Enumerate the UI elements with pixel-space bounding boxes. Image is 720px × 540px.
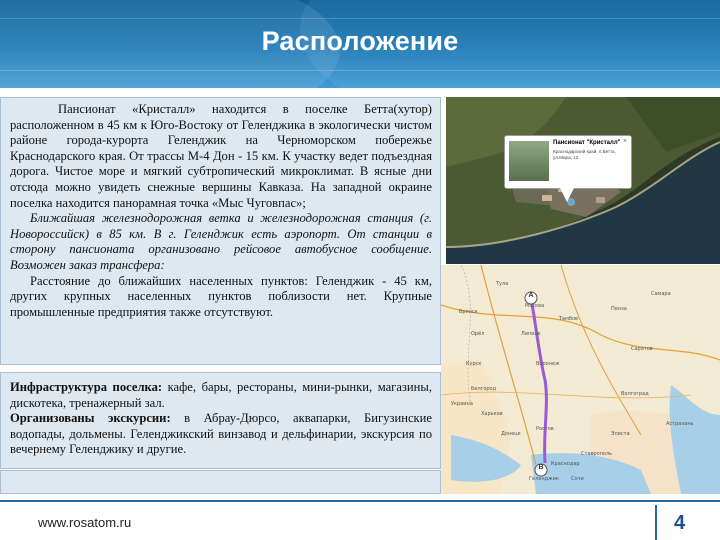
paragraph-location: Пансионат «Кристалл» находится в поселке Бетта(хутор) расположенном в 45 км к Юго-Востоку от Геленджика в экологически чистом районе города-курорта Геленджик на Черноморском побережье Краснодарского края. От трассы М-4 Дон - 15 км. К участку ведет подъездная дорога. Чистое море и мягкий субтропический микроклимат. В ясные дни отсюда можно увидеть снежные вершины Кавказа. На западной окраине поселка находится панорамная точка «Мыс Чуговпас»; [10,102,432,210]
popup-address: Краснодарский край, п.Бетта, ул.Мира, 12 [553,149,616,160]
svg-text:Донецк: Донецк [501,431,521,437]
popup-photo [509,141,549,181]
infrastructure-label: Инфраструктура поселка: [10,380,163,394]
svg-text:Тула: Тула [496,281,509,287]
svg-text:Астрахань: Астрахань [666,421,694,427]
popup-title: Пансионат "Кристалл" [553,140,621,146]
svg-text:Тамбов: Тамбов [559,316,578,322]
svg-text:Элиста: Элиста [611,431,630,437]
paragraph-distance: Расстояние до ближайших населенных пунктов: Геленджик - 45 км, других крупных населенных пунктов поблизости нет. Крупные промышленные предприятия также отсутствуют. [10,273,432,319]
header-line [0,18,720,19]
footer-url: www.rosatom.ru [38,515,132,530]
page-title: Расположение [261,26,459,56]
excursions-paragraph [10,411,432,458]
footer-separator [655,505,657,540]
paragraph-transport-text: Ближайшая железнодорожная ветка и железнодорожная станция (г. Новороссийск) в 85 км. В г. Геленджик есть аэропорт. От станции в сторону пансионата организовано рейсовое автобусное сообщение. Возможен заказ трансфера: [10,211,432,272]
infrastructure-text: кафе, бары, рестораны, мини-рынки, магазины, дискотека, тренажерный зал. [10,380,432,410]
svg-text:Сочи: Сочи [571,476,584,482]
location-description [0,97,441,365]
svg-text:Геленджик: Геленджик [529,476,559,482]
svg-text:Краснодар: Краснодар [551,461,580,467]
map-marker-start[interactable]: A [528,292,534,299]
svg-text:Ростов: Ростов [536,426,554,432]
route-map[interactable] [441,265,720,494]
svg-text:Белгород: Белгород [471,386,497,392]
route-map-drawing [441,265,720,494]
bottom-strip [0,470,441,494]
svg-text:Орёл: Орёл [471,331,485,337]
svg-text:Москва: Москва [525,303,545,309]
svg-text:Самара: Самара [651,291,671,297]
excursions-label: Организованы экскурсии: [10,411,171,426]
close-icon[interactable]: × [623,138,628,145]
location-popup[interactable] [504,135,632,189]
infrastructure-box [0,372,441,469]
paragraph-transport [10,211,432,273]
svg-text:Саратов: Саратов [631,346,653,352]
infrastructure-paragraph [10,380,432,411]
popup-tail [560,188,574,202]
header-banner [0,0,720,88]
footer-divider [0,500,720,502]
map-marker-end[interactable]: B [538,464,544,471]
svg-text:Курск: Курск [466,361,482,367]
satellite-image [446,97,720,264]
svg-text:Ставрополь: Ставрополь [581,451,613,457]
svg-text:Волгоград: Волгоград [621,391,649,397]
page-number: 4 [674,512,686,534]
excursions-text: в Абрау-Дюрсо, аквапарки, Бигузинские водопады, дольмены. Геленджикский винзавод и дельфинарии, экскурсия по вечернему Геленджику и другие. [10,411,432,457]
svg-text:Липецк: Липецк [521,331,541,337]
svg-text:Пенза: Пенза [611,306,627,312]
svg-text:Воронеж: Воронеж [536,361,560,367]
header-line [0,70,720,71]
svg-text:Харьков: Харьков [481,411,503,417]
svg-text:Брянск: Брянск [459,309,478,315]
svg-text:Украина: Украина [451,401,473,407]
